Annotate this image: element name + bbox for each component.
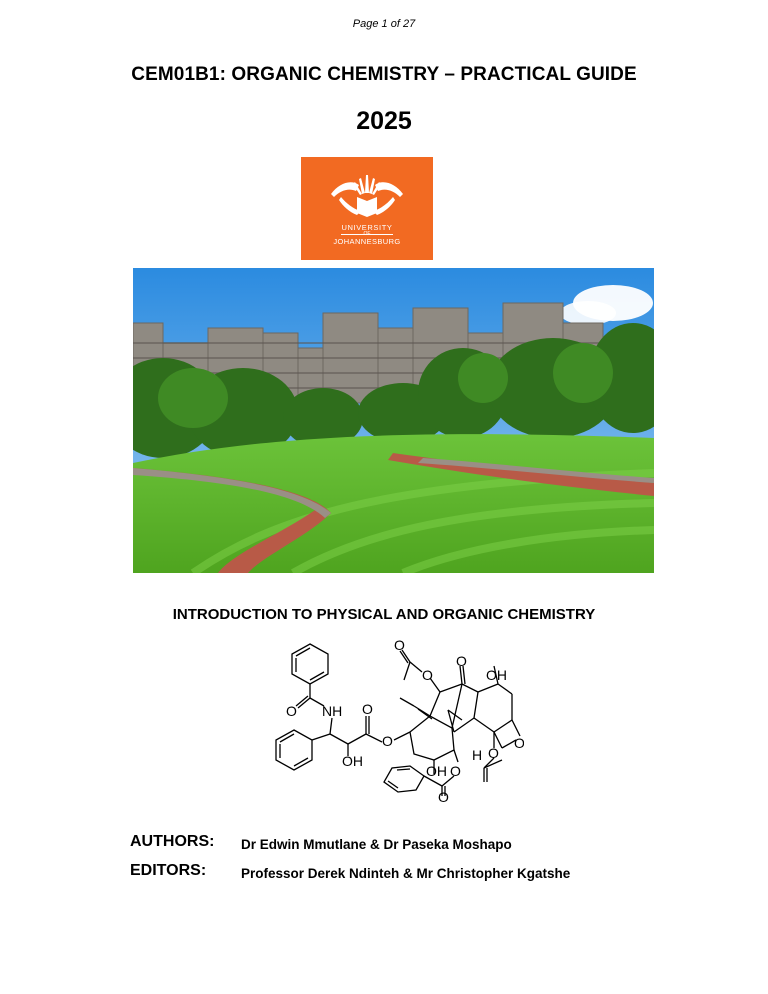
molecule-label-o3: O (456, 653, 467, 669)
molecule-label-o2: O (422, 667, 433, 683)
logo-line-2: OF (363, 231, 371, 237)
page-number: Page 1 of 27 (352, 18, 416, 30)
molecule-label-nh: NH (322, 703, 343, 719)
document-year: 2025 (356, 107, 412, 135)
logo-emblem-icon (301, 157, 433, 227)
molecule-label-oh1: OH (486, 667, 507, 683)
molecule-label-o4: O (286, 703, 297, 719)
molecule-label-o9: O (488, 745, 499, 761)
molecule-label-o8: O (450, 763, 461, 779)
molecule-label-h: H (472, 747, 483, 763)
molecule-label-o7: O (514, 735, 524, 751)
molecule-label-o5: O (362, 701, 373, 717)
molecule-label-oh2: OH (426, 763, 447, 779)
logo-line-3: JOHANNESBURG (333, 237, 401, 246)
molecule-label-o6: O (382, 733, 393, 749)
document-title: CEM01B1: ORGANIC CHEMISTRY – PRACTICAL GUIDE (131, 64, 637, 85)
authors-names: Dr Edwin Mmutlane & Dr Paseka Moshapo (241, 837, 512, 852)
campus-photo (133, 268, 654, 573)
molecule-label-oh3: OH (342, 753, 363, 769)
molecule-label-o10: O (438, 789, 449, 802)
document-subtitle: INTRODUCTION TO PHYSICAL AND ORGANIC CHEMISTRY (172, 606, 596, 623)
university-logo (301, 157, 433, 260)
molecule-structure (262, 636, 524, 802)
authors-label: AUTHORS: (130, 833, 215, 850)
editors-names: Professor Derek Ndinteh & Mr Christopher Kgatshe (241, 866, 571, 881)
logo-line-1: UNIVERSITY (341, 223, 393, 232)
molecule-label-o1: O (394, 637, 405, 653)
editors-label: EDITORS: (130, 862, 207, 879)
